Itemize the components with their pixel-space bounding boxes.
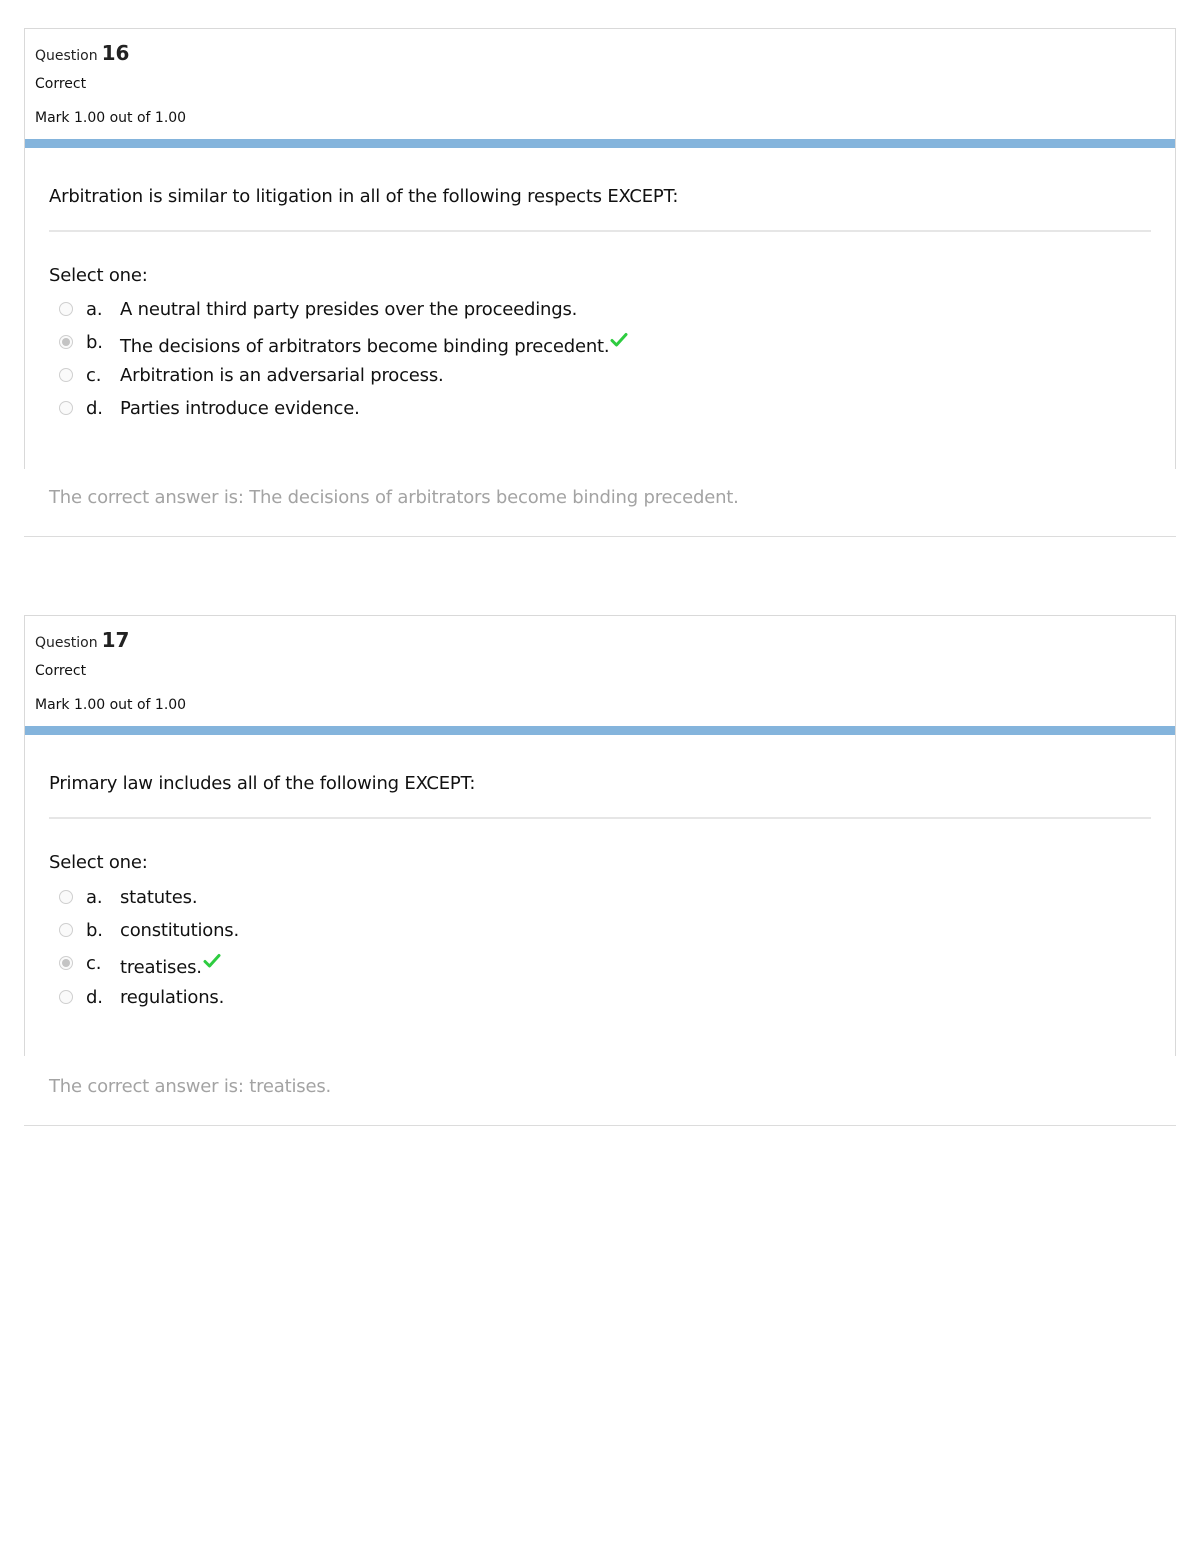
select-one-prompt: Select one: xyxy=(49,852,148,873)
answer-letter: d. xyxy=(86,398,103,419)
answer-option-d[interactable] xyxy=(59,398,959,424)
answer-letter: c. xyxy=(86,365,102,386)
divider xyxy=(49,817,1151,819)
radio-button[interactable] xyxy=(59,990,73,1004)
radio-button-selected[interactable] xyxy=(59,335,73,349)
answer-letter: b. xyxy=(86,332,103,353)
correct-answer-feedback: The correct answer is: treatises. xyxy=(49,1076,332,1097)
check-icon xyxy=(203,953,221,969)
answer-text: Parties introduce evidence. xyxy=(120,398,360,419)
answer-option-c[interactable] xyxy=(59,365,959,391)
question-title xyxy=(35,41,129,65)
question-title-prefix: Question xyxy=(35,48,98,64)
question-end-divider xyxy=(24,536,1176,537)
radio-button[interactable] xyxy=(59,923,73,937)
question-accent-bar xyxy=(25,139,1175,148)
divider xyxy=(49,230,1151,232)
question-state: Correct xyxy=(35,76,87,92)
question-title-prefix: Question xyxy=(35,635,98,651)
answer-option-a[interactable] xyxy=(59,299,959,325)
radio-button[interactable] xyxy=(59,368,73,382)
select-one-prompt: Select one: xyxy=(49,265,148,286)
answer-text: statutes. xyxy=(120,887,198,908)
answer-option-b[interactable] xyxy=(59,332,959,358)
answer-letter: c. xyxy=(86,953,102,974)
answer-text: constitutions. xyxy=(120,920,239,941)
question-number: 16 xyxy=(101,41,130,65)
answer-letter: d. xyxy=(86,987,103,1008)
answer-option-b[interactable] xyxy=(59,920,959,946)
question-text: Primary law includes all of the following EXCEPT: xyxy=(49,773,476,794)
question-title xyxy=(35,628,129,652)
answer-text: regulations. xyxy=(120,987,225,1008)
question-text: Arbitration is similar to litigation in all of the following respects EXCEPT: xyxy=(49,186,679,207)
answer-text: treatises. xyxy=(120,957,202,978)
radio-button-selected[interactable] xyxy=(59,956,73,970)
answer-letter: b. xyxy=(86,920,103,941)
answer-letter: a. xyxy=(86,299,103,320)
answer-text: A neutral third party presides over the proceedings. xyxy=(120,299,578,320)
question-number: 17 xyxy=(101,628,130,652)
answer-option-c[interactable] xyxy=(59,953,959,979)
question-grade: Mark 1.00 out of 1.00 xyxy=(35,110,187,126)
answer-text: Arbitration is an adversarial process. xyxy=(120,365,444,386)
radio-button[interactable] xyxy=(59,302,73,316)
question-accent-bar xyxy=(25,726,1175,735)
question-state: Correct xyxy=(35,663,87,679)
answer-option-d[interactable] xyxy=(59,987,959,1013)
answer-text-wrap xyxy=(120,953,221,978)
answer-text-wrap xyxy=(120,332,628,357)
question-end-divider xyxy=(24,1125,1176,1126)
correct-answer-feedback: The correct answer is: The decisions of arbitrators become binding precedent. xyxy=(49,487,739,508)
check-icon xyxy=(610,332,628,348)
radio-button[interactable] xyxy=(59,890,73,904)
question-grade: Mark 1.00 out of 1.00 xyxy=(35,697,187,713)
answer-letter: a. xyxy=(86,887,103,908)
answer-option-a[interactable] xyxy=(59,887,959,913)
radio-button[interactable] xyxy=(59,401,73,415)
answer-text: The decisions of arbitrators become binding precedent. xyxy=(120,336,610,357)
